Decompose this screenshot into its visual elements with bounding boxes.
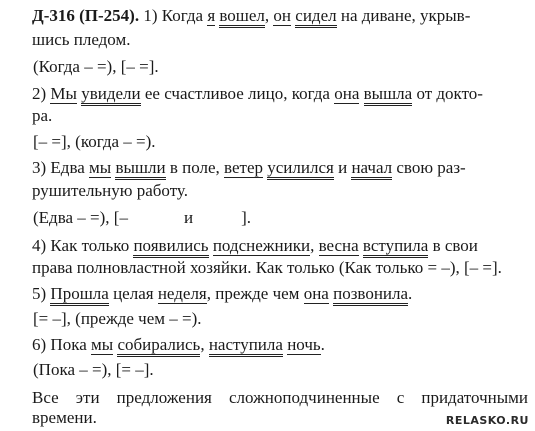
subject: неделя: [157, 284, 207, 303]
conclusion-line-1: Все эти предложения сложноподчиненные с придаточными: [32, 388, 528, 407]
predicate: вышли: [115, 158, 165, 180]
text-line-11: права полновластной хозяйки. Как только (Как только = –), [– =].: [32, 258, 502, 277]
text-line-5: ра.: [32, 106, 53, 125]
subject: я: [207, 6, 216, 25]
predicate: сидел: [295, 6, 336, 28]
text-line-4: 2) Мы увидели ее счастливое лицо, когда она вышла от докто-: [32, 84, 483, 104]
text-line-8: рушительную работу.: [32, 181, 188, 200]
scheme-3: (Едва – =), [– и ].: [33, 208, 251, 227]
scheme-5: [= –], (прежде чем – =).: [33, 309, 202, 328]
subject: она: [334, 84, 360, 103]
exercise-number: Д-316 (П-254).: [32, 6, 140, 25]
predicate: появились: [133, 236, 208, 258]
predicate: Прошла: [50, 284, 108, 306]
subject: он: [273, 6, 292, 25]
subject: подснежники: [212, 236, 311, 255]
text-line-7: 3) Едва мы вышли в поле, ветер усилился и начал свою раз-: [32, 158, 466, 178]
subject: Мы: [50, 84, 77, 103]
predicate: вошел: [219, 6, 265, 28]
text-line-14: 6) Пока мы собирались, наступила ночь.: [32, 335, 325, 355]
text-line-1: Д-316 (П-254). 1) Когда я вошел, он сидел на диване, укрыв-: [32, 6, 470, 26]
scheme-1: (Когда – =), [– =].: [33, 57, 159, 76]
scheme-2: [– =], (когда – =).: [33, 132, 156, 151]
predicate: усилился: [267, 158, 334, 180]
predicate: начал: [351, 158, 392, 180]
subject: мы: [89, 158, 112, 177]
text-line-12: 5) Прошла целая неделя, прежде чем она позвонила.: [32, 284, 412, 304]
predicate: вступила: [363, 236, 428, 258]
text-line-10: 4) Как только появились подснежники, весна вступила в свои: [32, 236, 478, 256]
subject: она: [303, 284, 329, 303]
subject: весна: [318, 236, 359, 255]
text-line-2: шись пледом.: [32, 30, 131, 49]
predicate: наступила: [209, 335, 283, 357]
predicate: позвонила: [333, 284, 408, 306]
predicate: увидели: [81, 84, 140, 106]
subject: мы: [91, 335, 114, 354]
site-watermark: RELASKO.RU: [445, 414, 529, 427]
scheme-6: (Пока – =), [= –].: [33, 360, 154, 379]
subject: ночь: [287, 335, 321, 354]
predicate: собирались: [117, 335, 200, 357]
subject: ветер: [224, 158, 263, 177]
conclusion-line-2: времени.: [32, 408, 97, 427]
predicate: вышла: [364, 84, 413, 106]
